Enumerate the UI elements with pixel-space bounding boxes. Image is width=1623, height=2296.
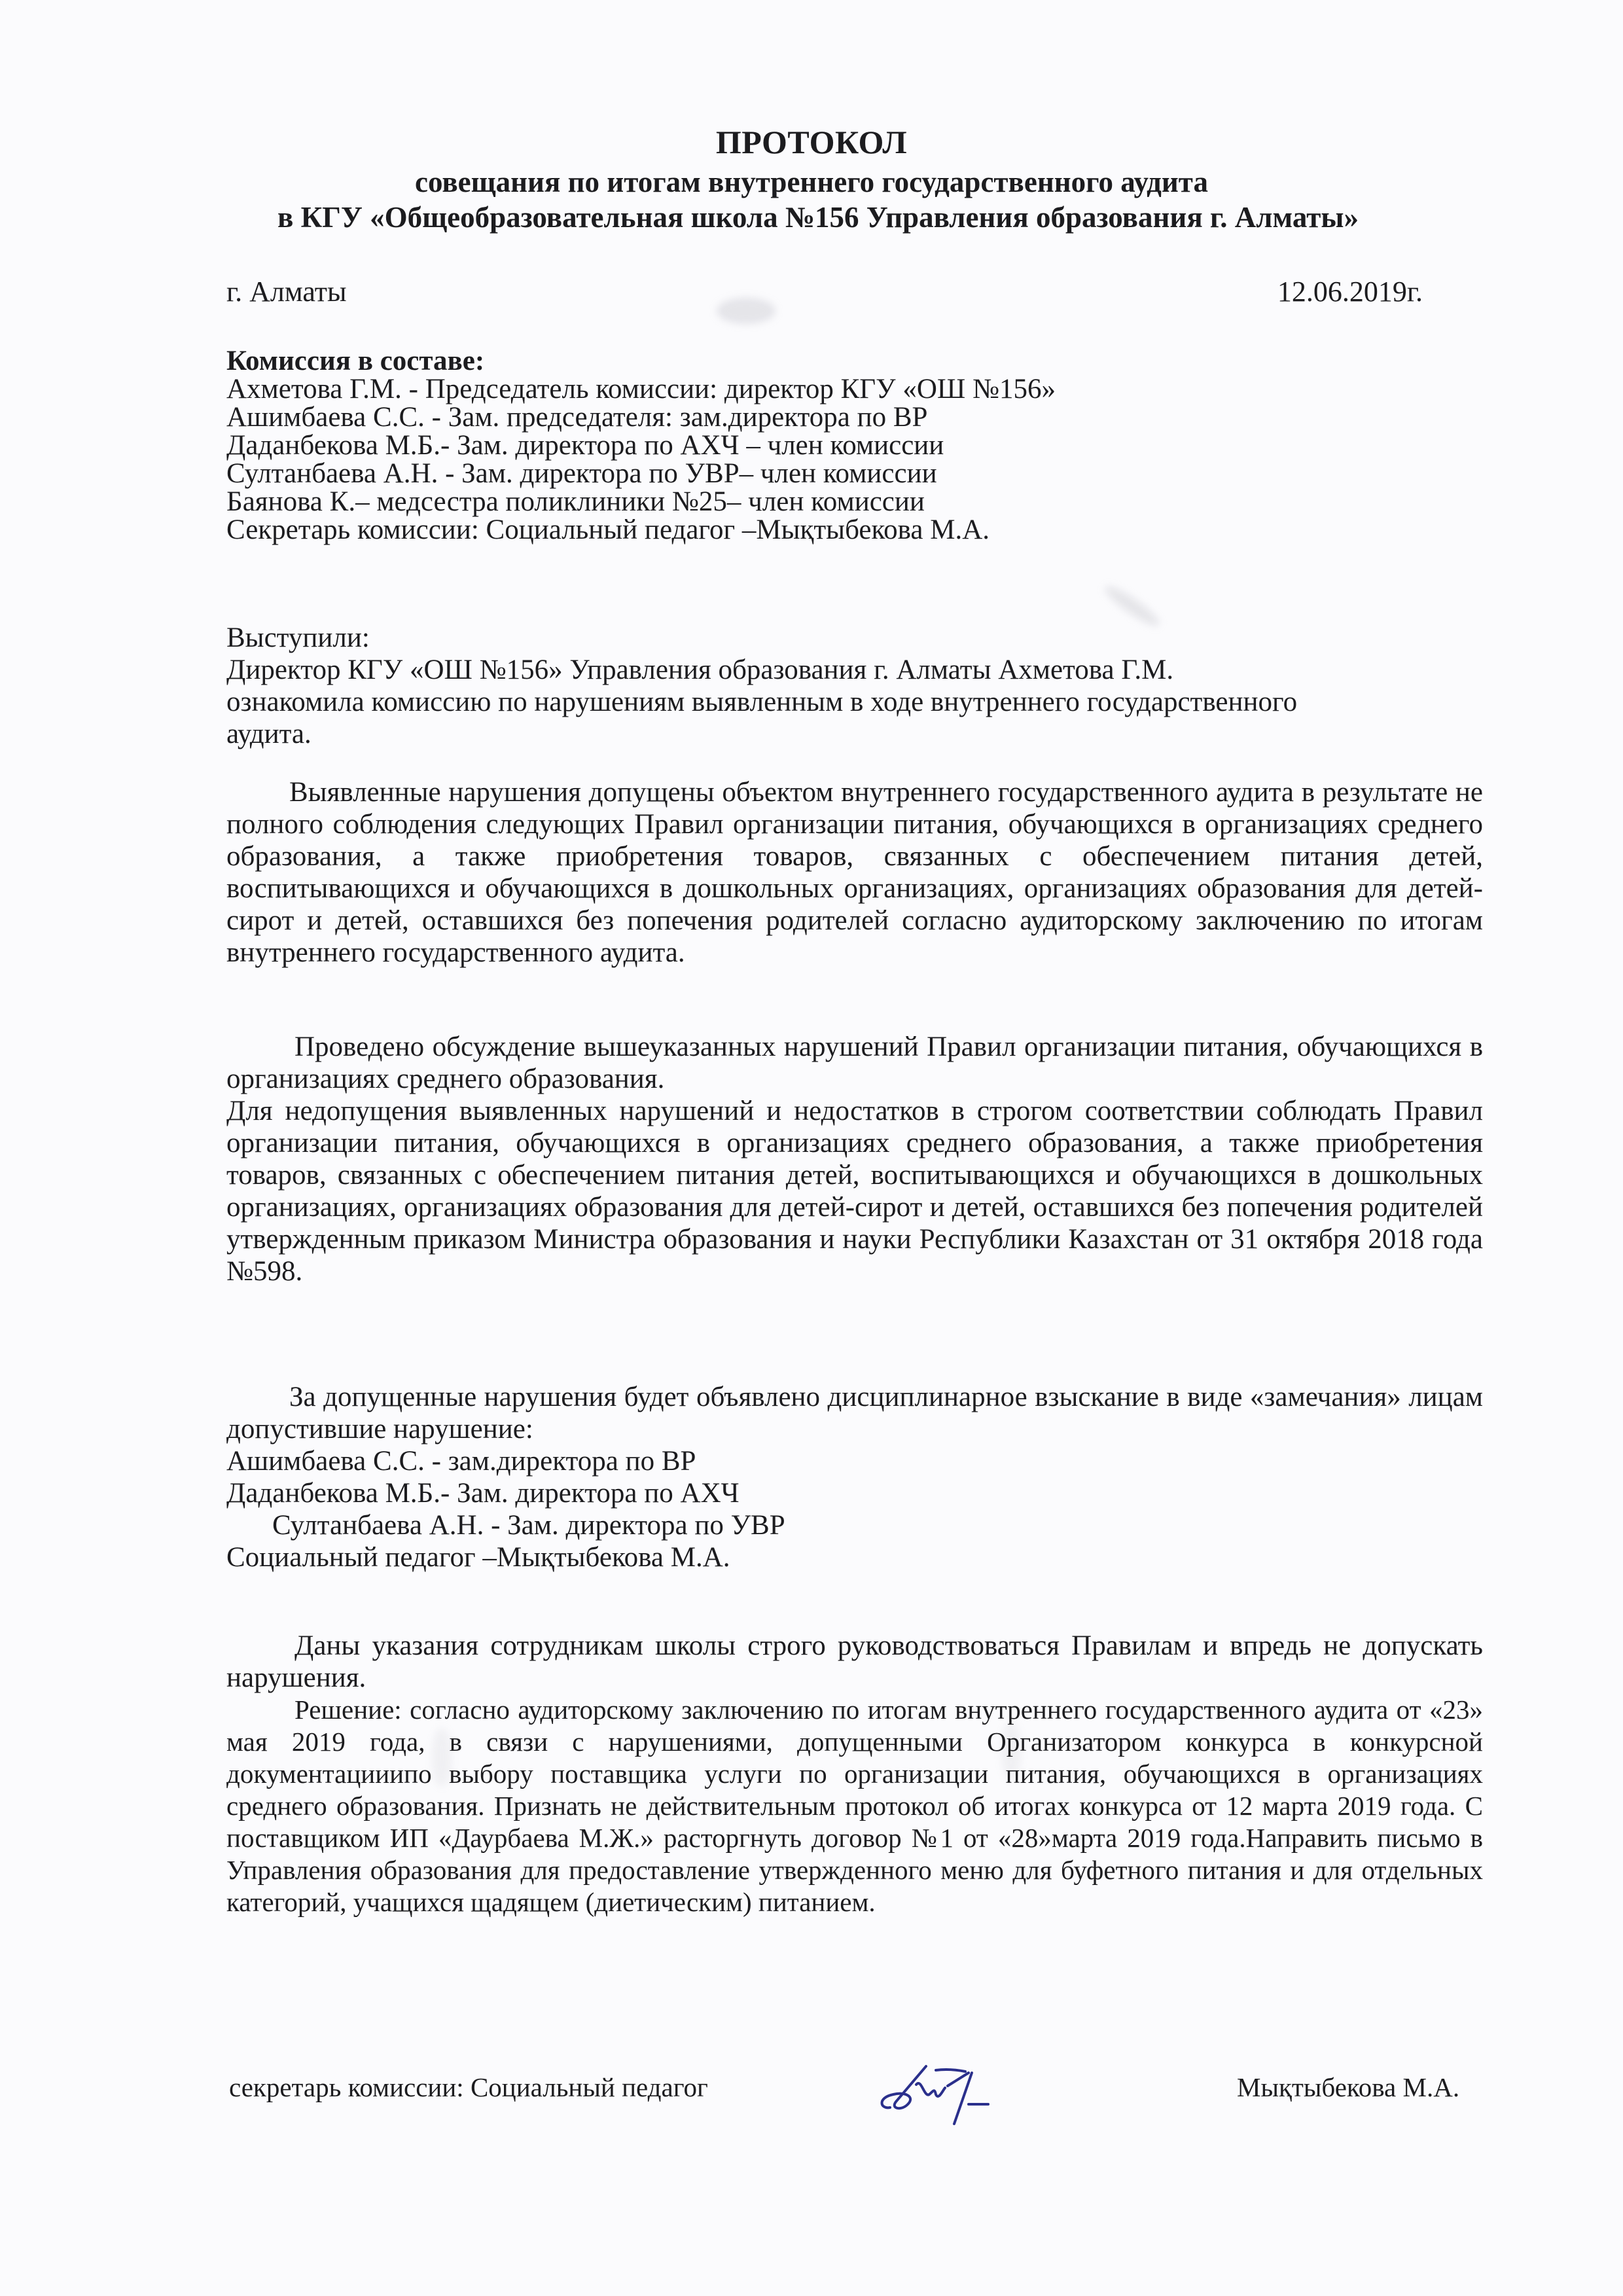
commission-member: Ашимбаева С.С. - Зам. председателя: зам.директора по ВР	[226, 402, 928, 433]
signature-role: секретарь комиссии: Социальный педагог	[229, 2072, 708, 2102]
speakers-section	[226, 622, 1483, 750]
decision-paragraph: Решение: согласно аудиторскому заключению по итогам внутреннего государственного аудита от «23» мая 2019 года, в связи с нарушениями, допущенными Организатором конкурса в конкурсной документацииипо выбору поставщика услуги по организации питания, обучающихся в организациях среднего образования. Признать не действительным протокол об итогах конкурса от 12 марта 2019 года. С поставщиком ИП «Даурбаева М.Ж.» расторгнуть договор №1 от «28»марта 2019 года.Направить письмо в Управления образования для предоставление утвержденного меню для буфетного питания и для отдельных категорий, учащихся щадящем (диетическим) питанием.	[226, 1695, 1483, 1917]
speaker-text-line: ознакомила комиссию по нарушениям выявленным в ходе внутреннего государственного	[226, 687, 1298, 717]
speaker-text-line: Директор КГУ «ОШ №156» Управления образования г. Алматы Ахметова Г.М.	[226, 655, 1174, 685]
document-date: 12.06.2019г.	[1277, 276, 1423, 308]
commission-member: Даданбекова М.Б.- Зам. директора по АХЧ – член комиссии	[226, 430, 944, 461]
discussion-paragraph: Проведено обсуждение вышеуказанных нарушений Правил организации питания, обучающихся в организациях среднего образования.	[226, 1031, 1483, 1094]
signature-stroke	[936, 2070, 969, 2086]
signature-stroke	[916, 2083, 945, 2096]
violators-list	[226, 1445, 1483, 1573]
violator-item: Султанбаева А.Н. - Зам. директора по УВР	[272, 1510, 785, 1541]
signature-stroke	[882, 2066, 927, 2108]
document-title: ПРОТОКОЛ	[715, 124, 908, 160]
violator-item: Даданбекова М.Б.- Зам. директора по АХЧ	[226, 1478, 740, 1509]
violations-paragraph: Выявленные нарушения допущены объектом внутреннего государственного аудита в результате не полного соблюдения следующих Правил организации питания, обучающихся в организациях среднего образования, а также приобретения товаров, связанных с обеспечением питания детей, воспитывающихся и обучающихся в дошкольных организациях, организациях образования для детей-сирот и детей, оставшихся без попечения родителей согласно аудиторскому заключению по итогам внутреннего государственного аудита.	[226, 777, 1483, 968]
commission-secretary: Секретарь комиссии: Социальный педагог –Мықтыбекова М.А.	[226, 514, 990, 545]
speaker-text-line: аудита.	[226, 719, 312, 749]
scan-smudge	[717, 298, 776, 324]
instructions-paragraph: Даны указания сотрудникам школы строго руководствоваться Правилам и впредь не допускать нарушения.	[226, 1630, 1483, 1693]
document-city: г. Алматы	[226, 276, 347, 308]
handwritten-signature-icon	[870, 2058, 1021, 2130]
commission-section	[226, 347, 1483, 544]
commission-member: Ахметова Г.М. - Председатель комиссии: директор КГУ «ОШ №156»	[226, 374, 1056, 404]
commission-heading: Комиссия в составе:	[226, 346, 485, 376]
violator-item: Социальный педагог –Мықтыбекова М.А.	[226, 1542, 730, 1573]
penalty-paragraph: За допущенные нарушения будет объявлено дисциплинарное взыскание в виде «замечания» лицам допустившие нарушение:	[226, 1382, 1483, 1444]
commission-member: Баянова К.– медсестра поликлиники №25– член комиссии	[226, 486, 925, 517]
speakers-heading: Выступили:	[226, 622, 370, 653]
signature-name: Мықтыбекова М.А.	[1237, 2072, 1460, 2102]
commission-member: Султанбаева А.Н. - Зам. директора по УВР– член комиссии	[226, 458, 937, 489]
document-subtitle-line2: в КГУ «Общеобразовательная школа №156 Управления образования г. Алматы»	[277, 201, 1359, 234]
violator-item: Ашимбаева С.С. - зам.директора по ВР	[226, 1446, 696, 1477]
prevention-paragraph: Для недопущения выявленных нарушений и недостатков в строгом соответствии соблюдать Правил организации питания, обучающихся в организациях среднего образования, а также приобретения товаров, связанных с обеспечением питания детей, воспитывающихся и обучающихся в дошкольных организациях, организациях образования для детей-сирот и детей, оставшихся без попечения родителей утвержденным приказом Министра образования и науки Республики Казахстан от 31 октября 2018 года №598.	[226, 1096, 1483, 1287]
document-subtitle-line1: совещания по итогам внутреннего государственного аудита	[415, 166, 1208, 198]
